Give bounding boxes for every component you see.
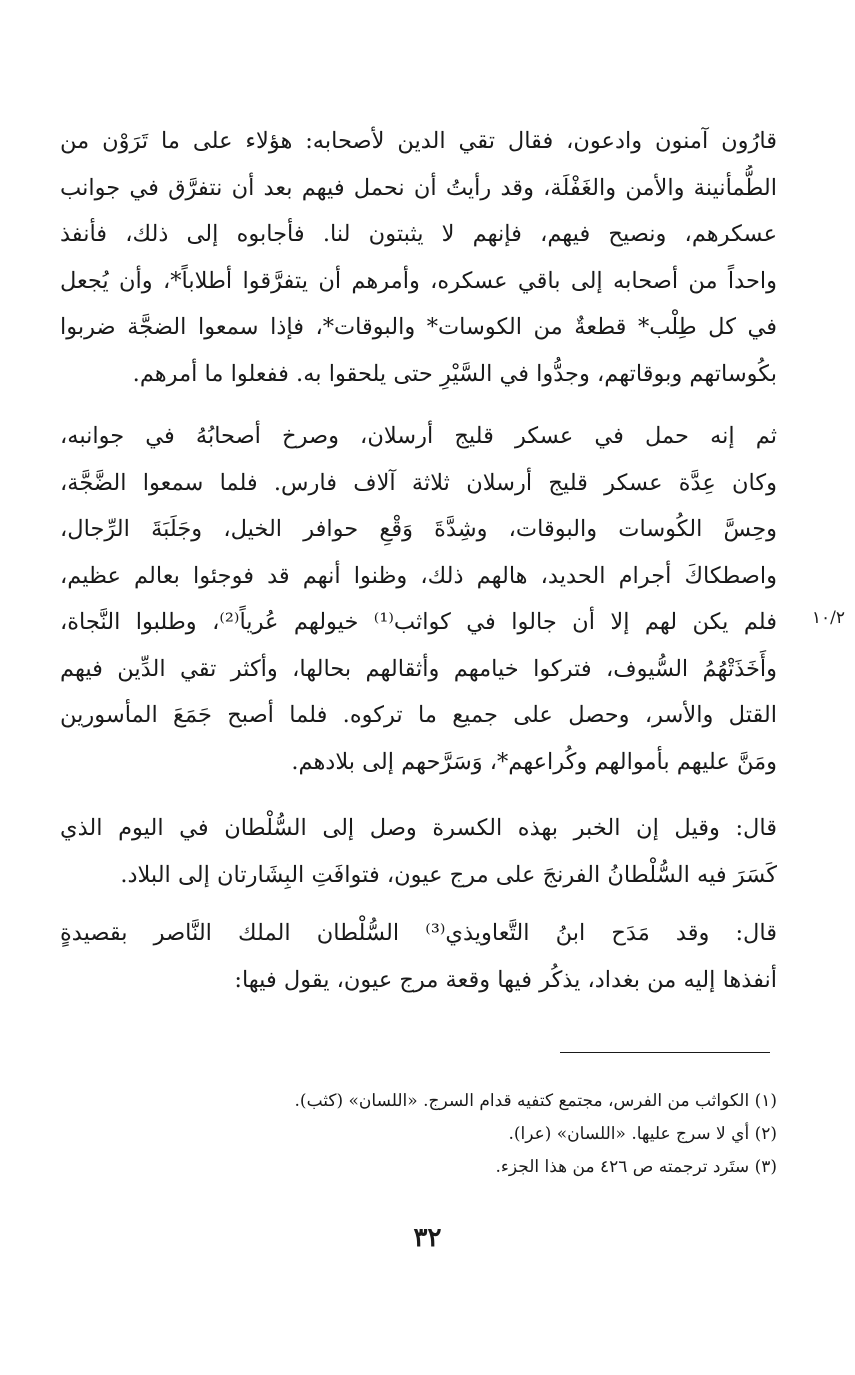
paragraph-line: وكان عِدَّة عسكر قليج أرسلان ثلاثة آلاف فارس. فلما سمعوا الضَّجَّة، [60,469,777,496]
paragraph-line: واحداً من أصحابه إلى باقي عسكره، وأمرهم أن يتفرَّقوا أطلاباً*، وأن يُجعل [60,267,777,294]
paragraph-line: ثم إنه حمل في عسكر قليج أرسلان، وصرخ أصحابُهُ في جوانبه، [60,423,777,449]
paragraph-line: قال: وقيل إن الخبر بهذه الكسرة وصل إلى السُّلْطان في اليوم الذي [60,815,777,841]
paragraph-line: وحِسَّ الكُوسات والبوقات، وشِدَّةَ وَقْعِ حوافر الخيل، وجَلَبَةَ الرِّجال، [60,516,777,542]
paragraph-line: في كل طِلْب* قطعةٌ من الكوسات* والبوقات*، فإذا سمعوا الضجَّة ضربوا [60,314,777,340]
paragraph-line: قال: وقد مَدَح ابنُ التَّعاويذي⁽³⁾ السُّلْطان الملك النَّاصر بقصيدةٍ [60,920,777,946]
paragraph-line: الطُّمأنينة والأمن والغَفْلَة، وقد رأيتُ أن نحمل فيهم بعد أن نتفرَّق في جوانب [60,174,777,201]
paragraph-line: القتل والأسر، وحصل على جميع ما تركوه. فلما أصبح جَمَعَ المأسورين [60,702,777,728]
paragraph-line: واصطكاكَ أجرام الحديد، هالهم ذلك، وظنوا أنهم قد فوجئوا بعالم عظيم، [60,562,777,589]
paragraph-line: قارُون آمنون وادعون، فقال تقي الدين لأصحابه: هؤلاء على ما تَرَوْن من [60,128,777,154]
paragraph-line: كَسَرَ فيه السُّلْطانُ الفرنجَ على مرج عيون، فتوافَتِ البِشَارتان إلى البلاد. [120,861,777,888]
footnote-1: (١) الكواثب من الفرس، مجتمع كتفيه قدام السرج. «اللسان» (كثب). [294,1091,777,1111]
footnote-separator [560,1052,770,1053]
paragraph-2 [60,413,777,785]
footnotes [200,1085,777,1184]
footnote-2: (٢) أي لا سرج عليها. «اللسان» (عرا). [508,1124,777,1144]
paragraph-line: وأَخَذَتْهُمُ السُّيوف، فتركوا خيامهم وأثقالهم بحالها، وأكثر تقي الدِّين فيهم [60,655,777,682]
paragraph-line: عسكرهم، ونصيح فيهم، فإنهم لا يثبتون لنا. فأجابوه إلى ذلك، فأنفذ [60,221,777,247]
paragraph-3 [60,805,777,898]
page-number: ٣٢ [413,1223,442,1253]
paragraph-line: ومَنَّ عليهم بأموالهم وكُراعهم*، وَسَرَّحهم إلى بلادهم. [291,748,777,775]
paragraph-4 [60,910,777,1003]
paragraph-line: بكُوساتهم وبوقاتهم، وجدُّوا في السَّيْرِ حتى يلحقوا به. ففعلوا ما أمرهم. [132,360,777,387]
paragraph-1 [60,118,777,397]
margin-reference: ١٠/٢ [811,608,845,628]
footnote-3: (٣) ستَرد ترجمته ص ٤٢٦ من هذا الجزء. [495,1157,777,1177]
paragraph-line: فلم يكن لهم إلا أن جالوا في كواثب⁽¹⁾ خيولهم عُرياً⁽²⁾، وطلبوا النَّجاة، [60,609,777,635]
paragraph-line: أنفذها إليه من بغداد، يذكُر فيها وقعة مرج عيون، يقول فيها: [234,966,777,993]
